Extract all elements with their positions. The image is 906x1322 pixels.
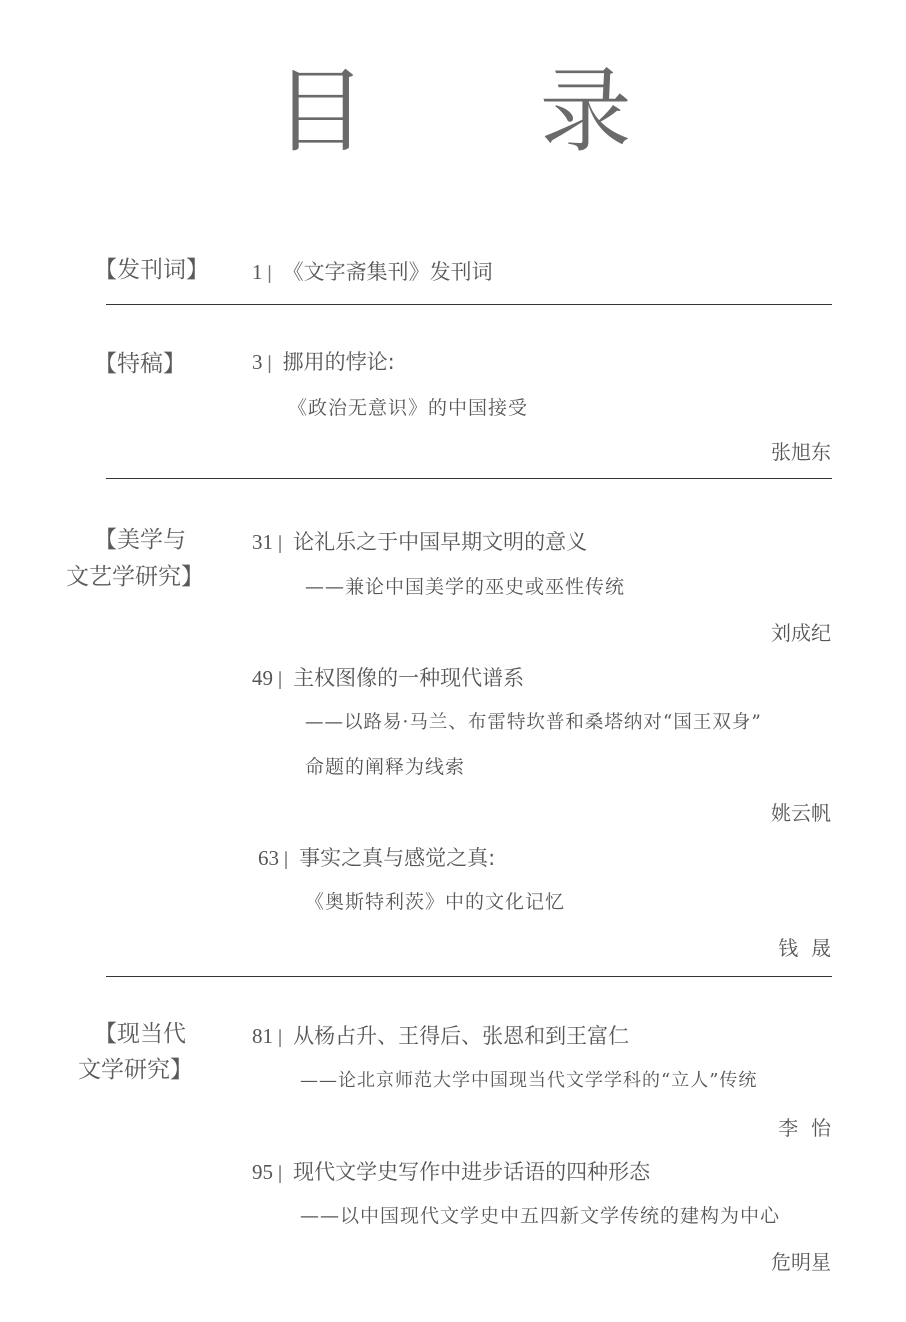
section-heading-foreword: 【发刊词】: [94, 257, 209, 283]
toc-entry[interactable]: [252, 1156, 650, 1186]
separator: |: [283, 849, 290, 870]
entry-subtitle: ——以中国现代文学史中五四新文学传统的建构为中心: [300, 1205, 781, 1227]
section-heading-modern-line2: 文学研究】: [78, 1057, 193, 1083]
section-heading-aesthetics-line2: 文艺学研究】: [66, 564, 204, 590]
entry-subtitle: 《奥斯特利茨》中的文化记忆: [305, 891, 566, 913]
separator: |: [277, 669, 284, 690]
toc-entry[interactable]: [252, 526, 587, 556]
toc-entry[interactable]: [252, 346, 395, 376]
page-number: 49: [252, 666, 273, 690]
entry-subtitle: 《政治无意识》的中国接受: [288, 397, 529, 419]
page-number: 1: [252, 260, 263, 284]
section-divider: [106, 976, 832, 977]
entry-subtitle: 命题的阐释为线索: [305, 756, 466, 778]
entry-title: 《文字斋集刊》发刊词: [282, 260, 493, 284]
separator: |: [266, 263, 273, 284]
section-heading-aesthetics-line1: 【美学与: [94, 527, 186, 553]
page-title: 目 录: [274, 58, 704, 165]
entry-title: 挪用的悖论:: [282, 350, 395, 374]
section-heading-modern-line1: 【现当代: [94, 1021, 186, 1047]
section-divider: [106, 304, 832, 305]
entry-author: 刘成纪: [771, 621, 831, 645]
page-number: 31: [252, 530, 273, 554]
entry-author: 姚云帆: [771, 801, 831, 825]
page-number: 3: [252, 350, 263, 374]
entry-subtitle: ——以路易·马兰、布雷特坎普和桑塔纳对“国王双身”: [305, 712, 762, 733]
entry-title: 事实之真与感觉之真:: [299, 846, 496, 870]
entry-author: 危明星: [771, 1250, 831, 1274]
page-number: 63: [258, 846, 279, 870]
toc-entry[interactable]: [258, 842, 495, 872]
entry-title: 现代文学史写作中进步话语的四种形态: [293, 1160, 651, 1184]
entry-subtitle: ——兼论中国美学的巫史或巫性传统: [305, 576, 626, 598]
toc-entry[interactable]: [252, 1020, 629, 1050]
section-divider: [106, 478, 832, 479]
separator: |: [266, 353, 273, 374]
entry-author: 李 怡: [778, 1116, 831, 1140]
toc-entry[interactable]: [252, 662, 524, 692]
entry-subtitle: ——论北京师范大学中国现当代文学学科的“立人”传统: [300, 1070, 758, 1091]
page-number: 81: [252, 1024, 273, 1048]
toc-entry[interactable]: [252, 256, 493, 286]
separator: |: [277, 533, 284, 554]
entry-title: 论礼乐之于中国早期文明的意义: [293, 530, 588, 554]
page-number: 95: [252, 1160, 273, 1184]
separator: |: [277, 1163, 284, 1184]
entry-title: 从杨占升、王得后、张恩和到王富仁: [293, 1024, 630, 1048]
entry-title: 主权图像的一种现代谱系: [293, 666, 525, 690]
section-heading-special: 【特稿】: [94, 351, 186, 377]
entry-author: 张旭东: [771, 440, 831, 464]
separator: |: [277, 1027, 284, 1048]
entry-author: 钱 晟: [778, 936, 831, 960]
